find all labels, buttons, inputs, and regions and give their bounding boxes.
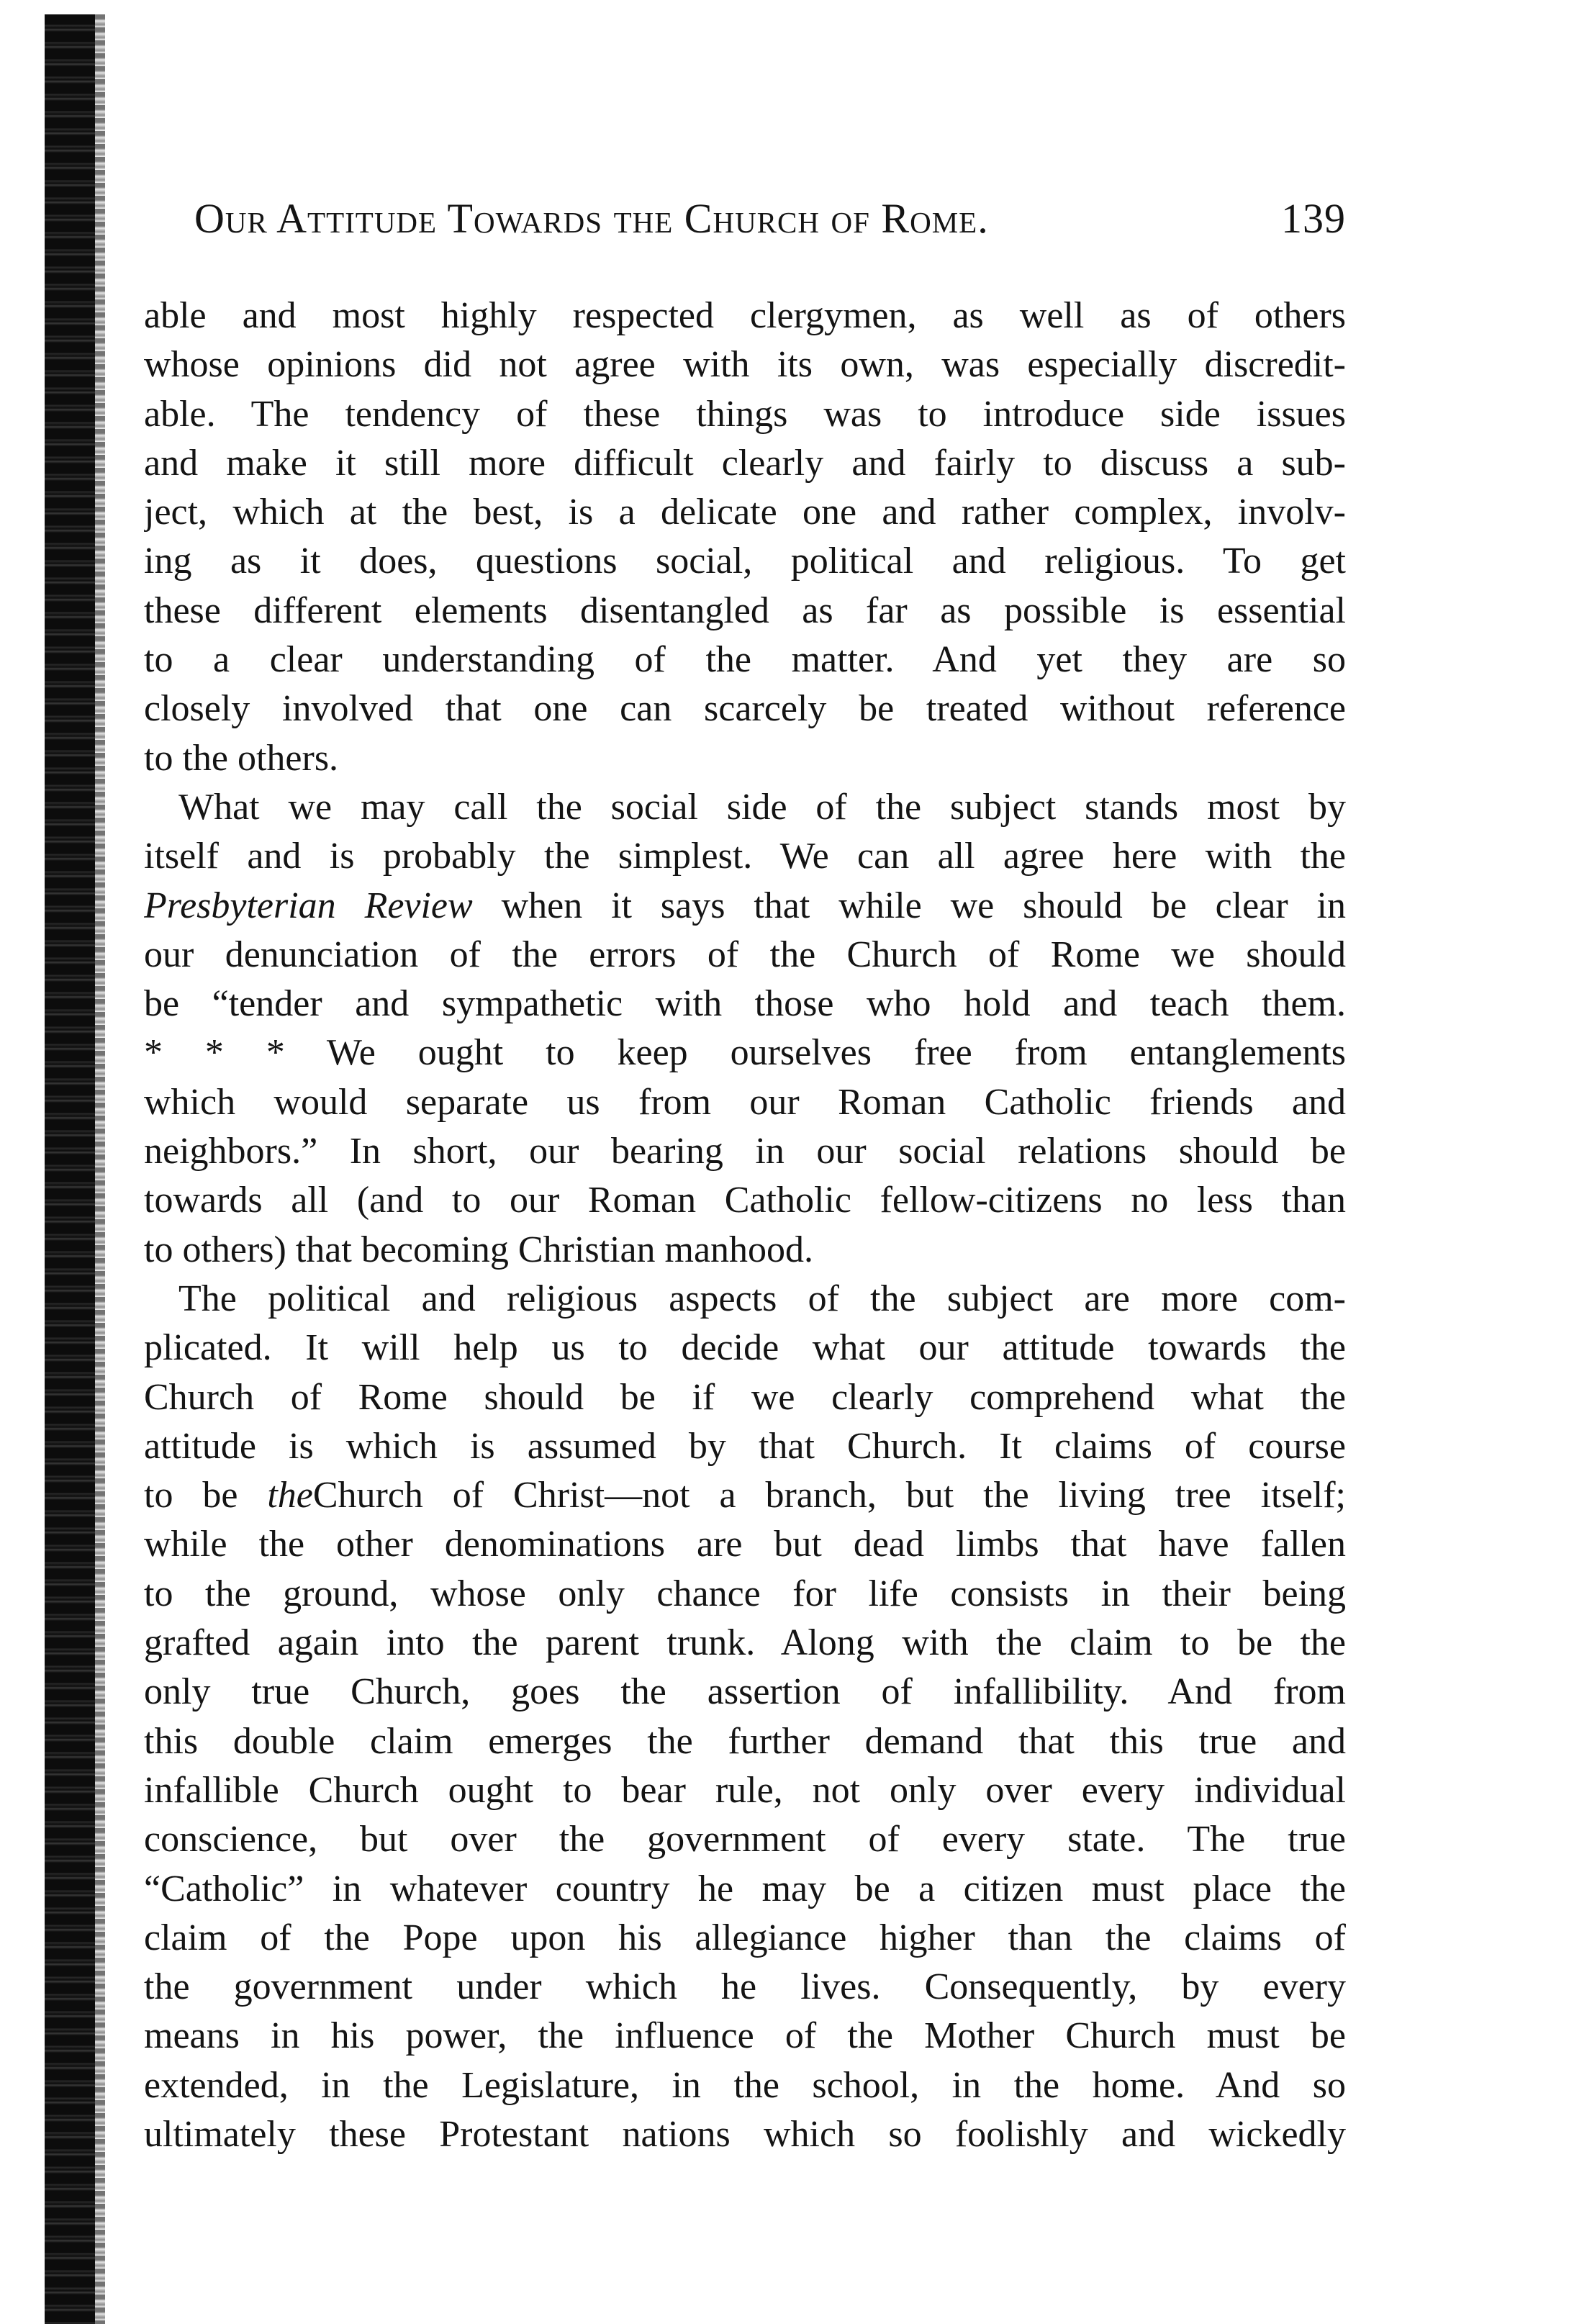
- text-line: itself and is probably the simplest. We can all agree here with the: [144, 836, 1346, 877]
- text-line: to a clear understanding of the matter. And yet they are so: [144, 639, 1346, 681]
- text-line: able. The tendency of these things was to introduce side issues: [144, 393, 1346, 435]
- text-fragment: Church of Christ—not a branch, but the living tree itself;: [312, 1475, 1346, 1516]
- text-line: extended, in the Legislature, in the school, in the home. And so: [144, 2064, 1346, 2106]
- text-line: “Catholic” in whatever country he may be a citizen must place the: [144, 1868, 1346, 1909]
- text-line: to the others.: [144, 737, 339, 779]
- text-line: the government under which he lives. Consequently, by every: [144, 1966, 1346, 2008]
- text-line: conscience, but over the government of every state. The true: [144, 1819, 1346, 1860]
- text-line: these different elements disentangled as far as possible is essential: [144, 589, 1346, 631]
- text-line: this double claim emerges the further demand that this true and: [144, 1720, 1346, 1762]
- text-line: What we may call the social side of the subject stands most by: [178, 786, 1346, 828]
- text-line: means in his power, the influence of the Mother Church must be: [144, 2015, 1346, 2057]
- text-line: [144, 882, 1346, 931]
- italic-title: Presbyterian Review: [144, 885, 473, 926]
- binding-gutter-edge: [95, 14, 105, 2324]
- asterisk-ellipsis: * * *: [144, 1032, 285, 1074]
- text-line: neighbors.” In short, our bearing in our social relations should be: [144, 1131, 1346, 1172]
- page-number: 139: [1281, 195, 1346, 242]
- text-line: infallible Church ought to bear rule, not only over every individual: [144, 1769, 1346, 1811]
- text-line: closely involved that one can scarcely be treated without reference: [144, 688, 1346, 730]
- text-line: grafted again into the parent trunk. Along with the claim to be the: [144, 1622, 1346, 1664]
- body-text: [144, 291, 1346, 2159]
- text-line: [144, 1471, 1346, 1520]
- text-line: to the ground, whose only chance for life consists in their being: [144, 1573, 1346, 1614]
- text-fragment: We ought to keep ourselves free from entanglements: [284, 1032, 1346, 1074]
- text-line: towards all (and to our Roman Catholic fellow-citizens no less than: [144, 1180, 1346, 1221]
- running-head: [194, 194, 1346, 245]
- text-line: Church of Rome should be if we clearly comprehend what the: [144, 1376, 1346, 1418]
- text-line: to others) that becoming Christian manhood.: [144, 1229, 814, 1270]
- text-line: plicated. It will help us to decide what our attitude towards the: [144, 1327, 1346, 1369]
- text-line: ultimately these Protestant nations which so foolishly and wickedly: [144, 2113, 1346, 2155]
- text-line: The political and religious aspects of the subject are more com-: [178, 1278, 1346, 1319]
- text-line: be “tender and sympathetic with those who hold and teach them.: [144, 983, 1346, 1025]
- text-line: claim of the Pope upon his allegiance higher than the claims of: [144, 1917, 1346, 1958]
- text-line: ject, which at the best, is a delicate one and rather complex, involv-: [144, 492, 1346, 533]
- text-line: able and most highly respected clergymen, as well as of others: [144, 295, 1346, 336]
- running-title: Our Attitude Towards the Church of Rome.: [194, 195, 989, 242]
- text-line: [144, 1028, 1346, 1077]
- text-line: only true Church, goes the assertion of infallibility. And from: [144, 1671, 1346, 1713]
- text-line: ing as it does, questions social, political and religious. To get: [144, 541, 1346, 582]
- text-line: attitude is which is assumed by that Church. It claims of course: [144, 1425, 1346, 1467]
- text-line: and make it still more difficult clearly and fairly to discuss a sub-: [144, 442, 1346, 484]
- text-fragment: when it says that while we should be clear in: [472, 885, 1346, 926]
- text-line: which would separate us from our Roman Catholic friends and: [144, 1081, 1346, 1123]
- text-line: our denunciation of the errors of the Church of Rome we should: [144, 933, 1346, 975]
- text-line: whose opinions did not agree with its own, was especially discredit-: [144, 344, 1346, 386]
- text-fragment: to be: [144, 1475, 268, 1516]
- binding-gutter: [45, 14, 95, 2324]
- italic-word: the: [267, 1475, 313, 1516]
- text-line: while the other denominations are but dead limbs that have fallen: [144, 1524, 1346, 1565]
